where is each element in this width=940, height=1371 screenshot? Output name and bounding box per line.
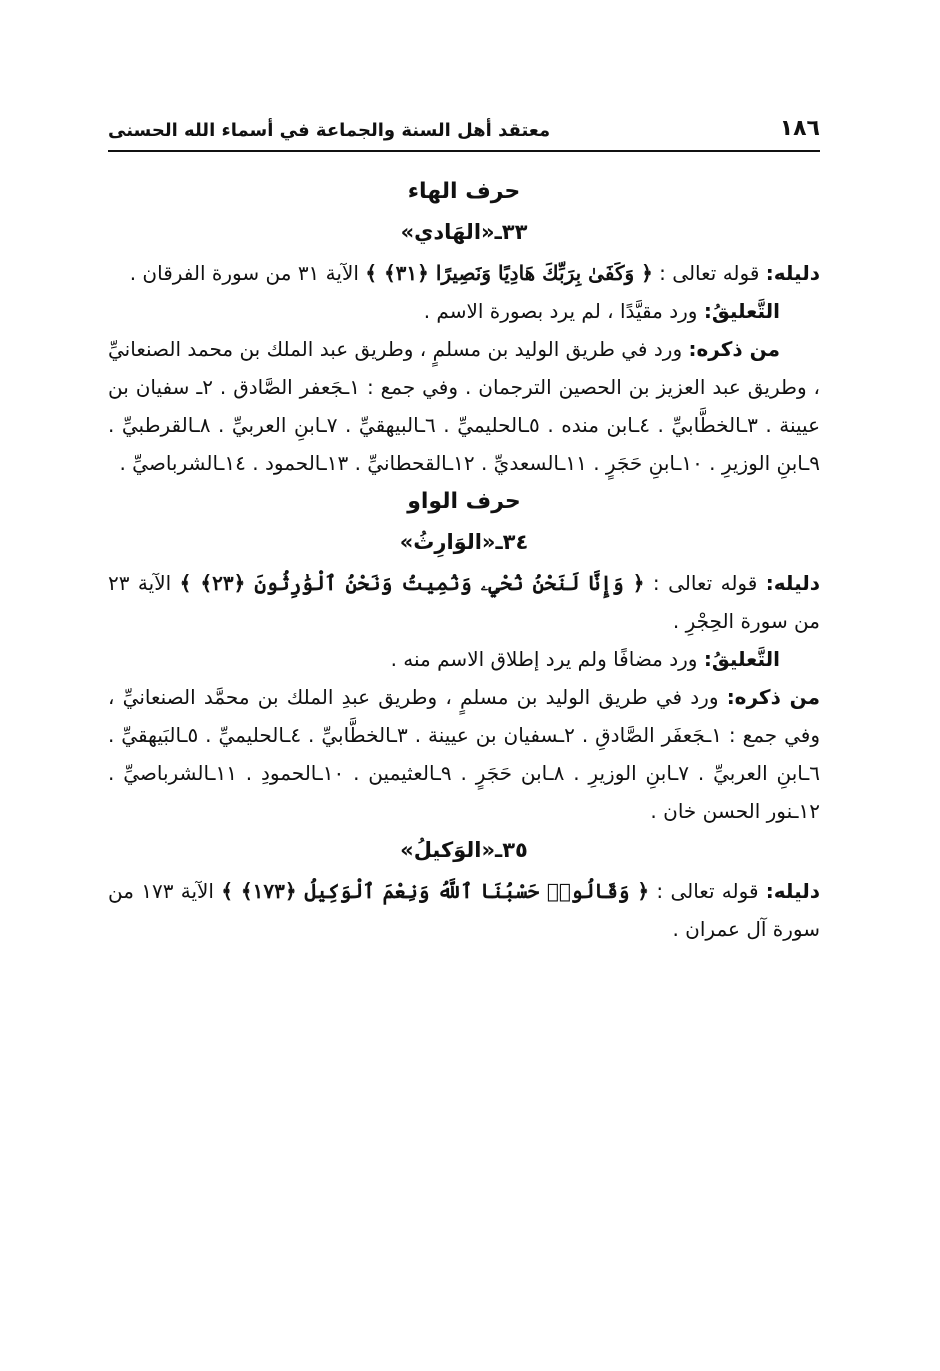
evidence-intro: قوله تعالى : [656,879,759,903]
quran-verse: ﴿ وَإِنَّا لَنَحْنُ نُحْيِۦ وَنُمِيتُ وَنَحْنُ ٱلْوَٰرِثُونَ ﴿٢٣﴾ ﴾ [179,571,645,595]
comment-label: التَّعليقُ: [703,647,780,671]
evidence-label: دليله: [765,571,821,595]
comment-text: ورد مقيَّدًا ، لم يرد بصورة الاسم . [423,299,698,323]
comment-text: ورد مضافًا ولم يرد إطلاق الاسم منه . [390,647,698,671]
evidence-paragraph [108,564,820,640]
evidence-reference: الآية ٢٣ من سورة الحِجْرِ . [108,571,820,633]
evidence-reference: الآية ١٧٣ من سورة آل عمران . [108,879,820,941]
evidence-paragraph [108,254,820,292]
comment-paragraph [108,292,820,330]
evidence-intro: قوله تعالى : [659,261,760,285]
mentioned-label: من ذكره: [726,685,821,709]
page-number: ١٨٦ [779,116,820,141]
evidence-label: دليله: [765,261,820,285]
mentioned-text: ورد في طريق الوليد بن مسلمٍ ، وطريق عبدِ الملك بن محمَّد الصنعانيِّ ، وفي جمع : ١ـجَعفَر الصَّادقِ . ٢ـسفيان بن عيينة . ٣ـالخطَّابيِّ . ٤ـالحليميِّ . ٥ـالبَيهقيِّ . ٦ـابنِ العربيِّ . ٧ـابنِ الوزيرِ . ٨ـابن حَجَرٍ . ٩ـالعثيمين . ١٠ـالحمودِ . ١١ـالشرباصيِّ . ١٢ـنور الحسن خان . [108,685,821,823]
name-heading: ٣٥ـ«الوَكيلُ» [400,838,528,862]
mentioned-text: ورد في طريق الوليد بن مسلمٍ ، وطريق عبد الملك بن محمد الصنعانيِّ ، وطريق عبد العزيز بن الحصين الترجمان . وفي جمع : ١ـجَعفر الصَّادق . ٢ـ سفيان بن عيينة . ٣ـالخطَّابيِّ . ٤ـابن منده . ٥ـالحليميِّ . ٦ـالبيهقيِّ . ٧ـابنِ العربيِّ . ٨ـالقرطبيِّ . ٩ـابنِ الوزيرِ . ١٠ـابنِ حَجَرٍ . ١١ـالسعديِّ . ١٢ـالقحطانيِّ . ١٣ـالحمود . ١٤ـالشرباصيِّ . [108,337,821,475]
mentioned-label: من ذكره: [688,337,781,361]
quran-verse: ﴿ وَقَالُوا۟ حَسْبُنَا ٱللَّهُ وَنِعْمَ ٱلْوَكِيلُ ﴿١٧٣﴾ ﴾ [221,879,650,903]
comment-paragraph [108,640,820,678]
entry-al-wakil [108,830,820,948]
evidence-intro: قوله تعالى : [652,571,758,595]
page-content [108,172,820,948]
running-title: معتقد أهل السنة والجماعة في أسماء الله الحسنى [108,120,551,141]
section-heading-waw: حرف الواو [407,489,521,514]
mentioned-paragraph [108,678,820,830]
entry-al-warith [108,522,820,830]
comment-label: التَّعليقُ: [703,299,780,323]
name-heading: ٣٤ـ«الوَارِثُ» [399,530,529,554]
mentioned-paragraph [108,330,820,482]
section-heading-haa: حرف الهاء [407,179,521,204]
entry-al-hadi [108,212,820,482]
evidence-label: دليله: [765,879,821,903]
name-heading: ٣٣ـ«الهَادي» [400,220,528,244]
evidence-reference: الآية ٣١ من سورة الفرقان . [129,261,359,285]
quran-verse: ﴿ وَكَفَىٰ بِرَبِّكَ هَادِيًا وَنَصِيرًا ﴿٣١﴾ ﴾ [365,261,653,285]
page-header [108,110,820,152]
evidence-paragraph [108,872,820,948]
